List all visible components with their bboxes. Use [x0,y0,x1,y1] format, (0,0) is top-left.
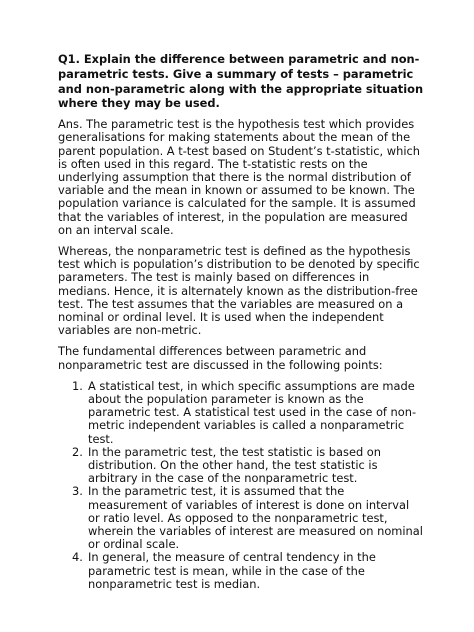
differences-intro: The fundamental differences between parametric and nonparametric test are discussed in the following points: [58,344,383,372]
list-item-number: 4. [72,550,83,565]
differences-list [58,380,424,591]
list-item-text: In the parametric test, the test statistic is based on distribution. On the other hand, the test statistic is arbitrary in the case of the nonparametric test. [88,444,381,486]
list-item [58,551,424,591]
list-item-text: In general, the measure of central tendency in the parametric test is mean, while in the case of the nonparametric test is median. [88,550,376,591]
list-item-text: A statistical test, in which specific assumptions are made about the population parameter is known as the parametric test. A statistical test used in the case of non-metric independent variables is called a nonparametric test. [88,378,417,446]
list-item [58,380,424,446]
list-item-text: In the parametric test, it is assumed that the measurement of variables of interest is done on interval or ratio level. As opposed to the nonparametric test, wherein the variables of interest are measured on nominal or ordinal scale. [88,484,423,552]
list-item-number: 1. [72,378,83,393]
list-item-number: 3. [72,484,83,499]
document-page [58,52,424,591]
list-item [58,446,424,486]
question-heading: Q1. Explain the difference between parametric and non-parametric tests. Give a summary of tests – parametric and non-parametric along with the appropriate situation where they may be used. [58,52,424,111]
list-item [58,485,424,551]
answer-paragraph-parametric: Ans. The parametric test is the hypothesis test which provides generalisations for making statements about the mean of the parent population. A t-test based on Student’s t-statistic, which is often used in this regard. The t-statistic rests on the underlying assumption that there is the normal distribution of variable and the mean in known or assumed to be known. The population variance is calculated for the sample. It is assumed that the variables of interest, in the population are measured on an interval scale. [58,117,420,237]
answer-paragraph-nonparametric: Whereas, the nonparametric test is defined as the hypothesis test which is population’s distribution to be denoted by specific parameters. The test is mainly based on differences in medians. Hence, it is alternately known as the distribution-free test. The test assumes that the variables are measured on a nominal or ordinal level. It is used when the independent variables are non-metric. [58,244,420,338]
list-item-number: 2. [72,444,83,459]
